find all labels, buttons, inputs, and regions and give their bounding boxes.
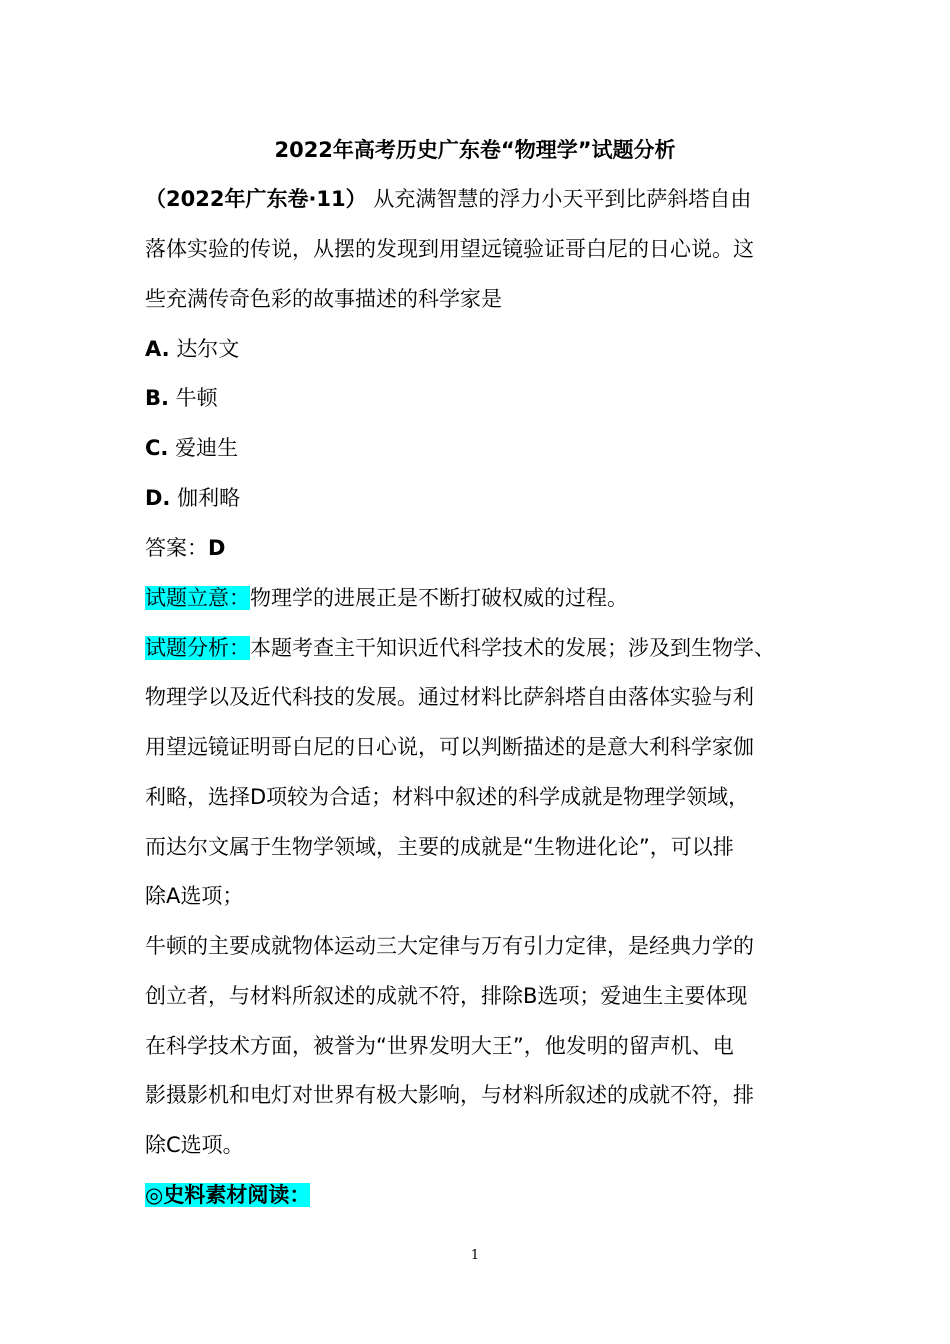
- option-d: [145, 482, 835, 514]
- reading-label: ◎史料素材阅读：: [145, 1183, 311, 1207]
- option-d-text: 伽利略: [177, 486, 241, 510]
- option-b-letter: B.: [145, 386, 169, 410]
- question-stem-1: 从充满智慧的浮力小天平到比萨斜塔自由: [366, 187, 752, 211]
- question-stem-3: 些充满传奇色彩的故事描述的科学家是: [145, 287, 502, 311]
- page-number: 1: [470, 1248, 480, 1263]
- analysis-text-10: 影摄影机和电灯对世界有极大影响，与材料所叙述的成就不符，排: [145, 1083, 754, 1107]
- option-b: [145, 382, 835, 414]
- document-title: 2022年高考历史广东卷“物理学”试题分析: [274, 138, 676, 162]
- answer-line: [145, 532, 835, 564]
- answer-value: D: [208, 536, 226, 560]
- question-source: （2022年广东卷·11）: [145, 187, 367, 211]
- option-c: [145, 432, 835, 464]
- option-a-letter: A.: [145, 337, 170, 361]
- analysis-text-5: 而达尔文属于生物学领域，主要的成就是“生物进化论”，可以排: [145, 835, 734, 859]
- analysis-text-4: 利略，选择D项较为合适；材料中叙述的科学成就是物理学领域，: [145, 785, 750, 809]
- analysis-text-9: 在科学技术方面，被誉为“世界发明大王”，他发明的留声机、电: [145, 1034, 734, 1058]
- analysis-line-1: [145, 632, 835, 664]
- analysis-text-2: 物理学以及近代科技的发展。通过材料比萨斜塔自由落体实验与利: [145, 685, 754, 709]
- intent-text: 物理学的进展正是不断打破权威的过程。: [250, 586, 628, 610]
- option-d-letter: D.: [145, 486, 171, 510]
- option-c-letter: C.: [145, 436, 169, 460]
- analysis-text-7: 牛顿的主要成就物体运动三大定律与万有引力定律，是经典力学的: [145, 934, 754, 958]
- question-line-1: [145, 183, 835, 215]
- analysis-text-8: 创立者，与材料所叙述的成就不符，排除B选项；爱迪生主要体现: [145, 984, 748, 1008]
- answer-label: 答案：: [145, 536, 208, 560]
- analysis-text-6: 除A选项；: [145, 884, 244, 908]
- intent-label: 试题立意：: [145, 586, 250, 610]
- option-b-text: 牛顿: [175, 386, 218, 410]
- intent-line: [145, 582, 835, 614]
- option-a-text: 达尔文: [176, 337, 240, 361]
- option-c-text: 爱迪生: [175, 436, 239, 460]
- analysis-text-11: 除C选项。: [145, 1133, 244, 1157]
- option-a: [145, 333, 835, 365]
- reading-line: [145, 1179, 835, 1211]
- analysis-text-3: 用望远镜证明哥白尼的日心说，可以判断描述的是意大利科学家伽: [145, 735, 754, 759]
- analysis-text-1: 本题考查主干知识近代科学技术的发展；涉及到生物学、: [250, 636, 775, 660]
- analysis-label: 试题分析：: [145, 636, 250, 660]
- question-stem-2: 落体实验的传说，从摆的发现到用望远镜验证哥白尼的日心说。这: [145, 237, 754, 261]
